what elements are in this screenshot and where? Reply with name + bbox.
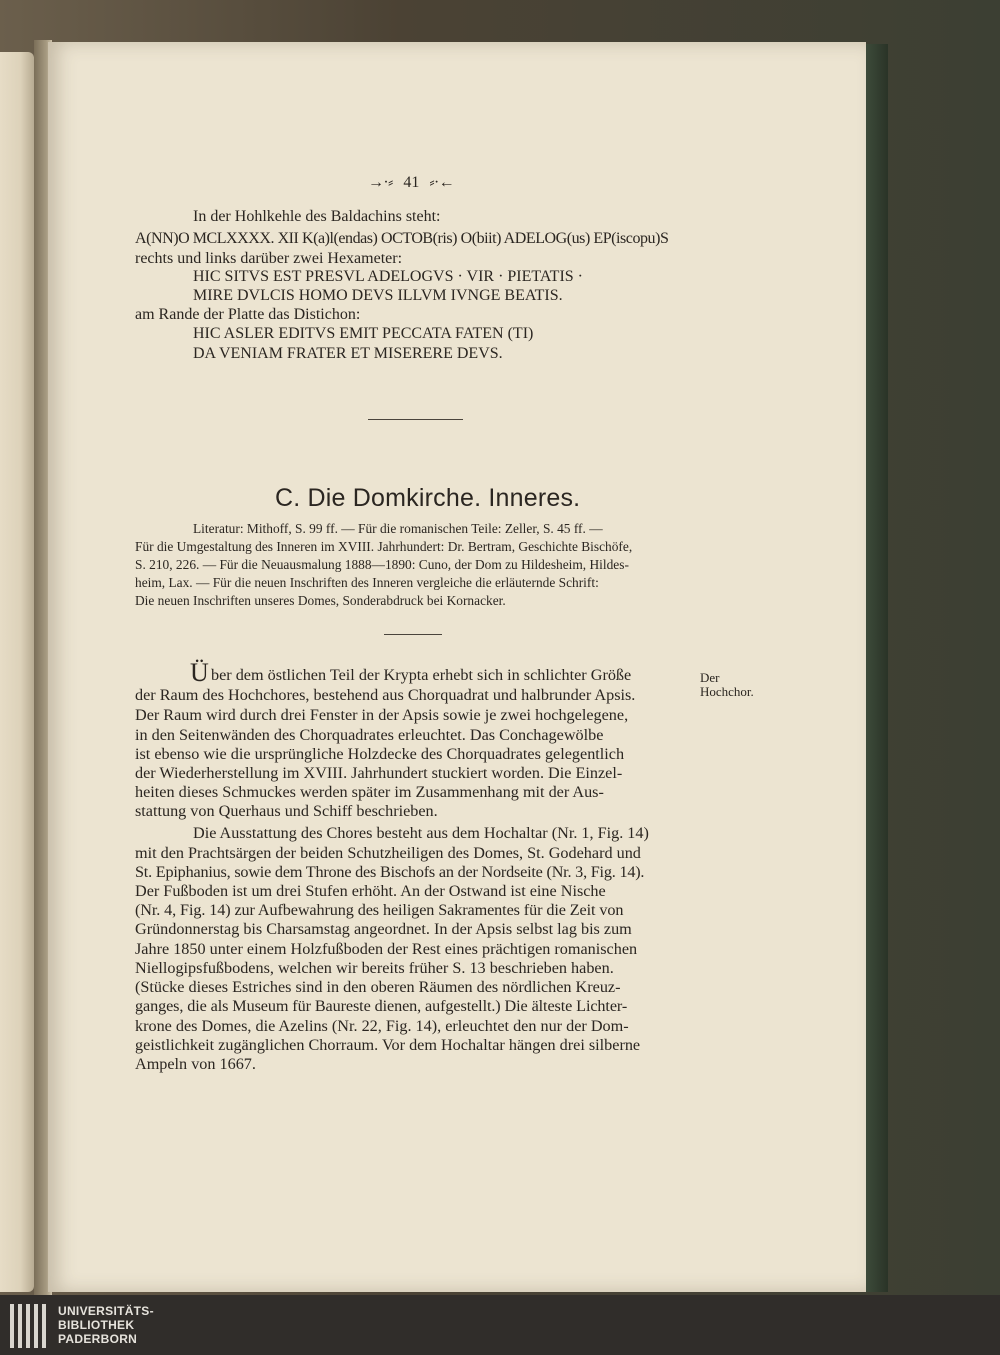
inscription-line: HIC SITVS EST PRESVL ADELOGVS · VIR · PIETATIS · xyxy=(193,268,583,285)
inscription-line: am Rande der Platte das Distichon: xyxy=(135,306,361,323)
body-line: heiten dieses Schmuckes werden später im Zusammenhang mit der Aus- xyxy=(135,783,604,801)
section-heading: C. Die Domkirche. Inneres. xyxy=(275,484,581,512)
margin-note-line: Der xyxy=(700,670,720,685)
page-number: 41 xyxy=(403,174,420,191)
library-logo-text xyxy=(58,1304,154,1346)
body-line: Der Fußboden ist um drei Stufen erhöht. An der Ostwand ist eine Nische xyxy=(135,882,606,900)
section-divider xyxy=(368,419,463,420)
inscription-line: MIRE DVLCIS HOMO DEVS ILLVM IVNGE BEATIS. xyxy=(193,287,563,304)
body-line: krone des Domes, die Azelins (Nr. 22, Fig. 14), erleuchtet den nur der Dom- xyxy=(135,1017,629,1035)
inscription-line: A(NN)O MCLXXXX. XII K(a)l(endas) OCTOB(ris) O(biit) ADELOG(us) EP(iscopu)S xyxy=(135,230,669,247)
drop-cap: Ü xyxy=(190,658,209,687)
logo-line: UNIVERSITÄTS- xyxy=(58,1304,154,1318)
facing-page-edge xyxy=(0,52,34,1292)
literature-line: heim, Lax. — Für die neuen Inschriften des Inneren vergleiche die erläuternde Schrift: xyxy=(135,575,599,590)
body-line: Gründonnerstag bis Charsamstag angeordnet. In der Apsis selbst lag bis zum xyxy=(135,920,632,938)
inscription-line: DA VENIAM FRATER ET MISERERE DEVS. xyxy=(193,345,503,362)
body-line: Ampeln von 1667. xyxy=(135,1055,256,1073)
body-line: St. Epiphanius, sowie dem Throne des Bischofs an der Nordseite (Nr. 3, Fig. 14). xyxy=(135,863,645,881)
body-line: ist ebenso wie die ursprüngliche Holzdecke des Chorquadrates gelegentlich xyxy=(135,745,625,763)
book-cover-edge xyxy=(866,44,888,1292)
library-logo-icon xyxy=(10,1304,52,1348)
body-line: Niellogipsfußbodens, welchen wir bereits früher S. 13 beschrieben haben. xyxy=(135,959,614,977)
body-line: ganges, die als Museum für Baureste dienen, aufgestellt.) Die älteste Lichter- xyxy=(135,997,628,1015)
literature-divider xyxy=(384,634,442,635)
body-line: Jahre 1850 unter einem Holzfußboden der Rest eines prächtigen romanischen xyxy=(135,940,638,958)
literature-line: Literatur: Mithoff, S. 99 ff. — Für die romanischen Teile: Zeller, S. 45 ff. — xyxy=(193,521,603,536)
body-line: ber dem östlichen Teil der Krypta erhebt sich in schlichter Größe xyxy=(211,666,632,684)
body-line: Die Ausstattung des Chores besteht aus dem Hochaltar (Nr. 1, Fig. 14) xyxy=(193,824,649,842)
page-number-ornament-left: →∙⸗ xyxy=(368,174,394,191)
literature-line: Für die Umgestaltung des Inneren im XVIII. Jahrhundert: Dr. Bertram, Geschichte Bischöfe, xyxy=(135,539,633,554)
page-number-line xyxy=(368,174,455,192)
body-line: stattung von Querhaus und Schiff beschrieben. xyxy=(135,802,438,820)
inscription-line: rechts und links darüber zwei Hexameter: xyxy=(135,250,403,267)
logo-line: PADERBORN xyxy=(58,1332,138,1346)
body-line: mit den Prachtsärgen der beiden Schutzheiligen des Domes, St. Godehard und xyxy=(135,844,641,862)
body-line: der Wiederherstellung im XVIII. Jahrhundert stuckiert worden. Die Einzel- xyxy=(135,764,623,782)
literature-line: Die neuen Inschriften unseres Domes, Sonderabdruck bei Kornacker. xyxy=(135,593,506,608)
body-line: in den Seitenwänden des Chorquadrates erleuchtet. Das Conchagewölbe xyxy=(135,726,604,744)
page-number-ornament-right: ⸗∙← xyxy=(429,174,455,191)
body-line: Der Raum wird durch drei Fenster in der Apsis sowie je zwei hochgelegene, xyxy=(135,706,629,724)
body-line: (Nr. 4, Fig. 14) zur Aufbewahrung des heiligen Sakramentes für die Zeit von xyxy=(135,901,624,919)
inscription-line: HIC ASLER EDITVS EMIT PECCATA FATEN (TI) xyxy=(193,325,534,342)
body-line: (Stücke dieses Estriches sind in den oberen Räumen des nördlichen Kreuz- xyxy=(135,978,621,996)
inscription-line: In der Hohlkehle des Baldachins steht: xyxy=(193,208,441,225)
literature-line: S. 210, 226. — Für die Neuausmalung 1888—1890: Cuno, der Dom zu Hildesheim, Hildes- xyxy=(135,557,629,572)
logo-line: BIBLIOTHEK xyxy=(58,1318,135,1332)
margin-note-line: Hochchor. xyxy=(700,684,754,699)
body-line: geistlichkeit zugänglichen Chorraum. Vor dem Hochaltar hängen drei silberne xyxy=(135,1036,641,1054)
body-line: der Raum des Hochchores, bestehend aus Chorquadrat und halbrunder Apsis. xyxy=(135,686,636,704)
